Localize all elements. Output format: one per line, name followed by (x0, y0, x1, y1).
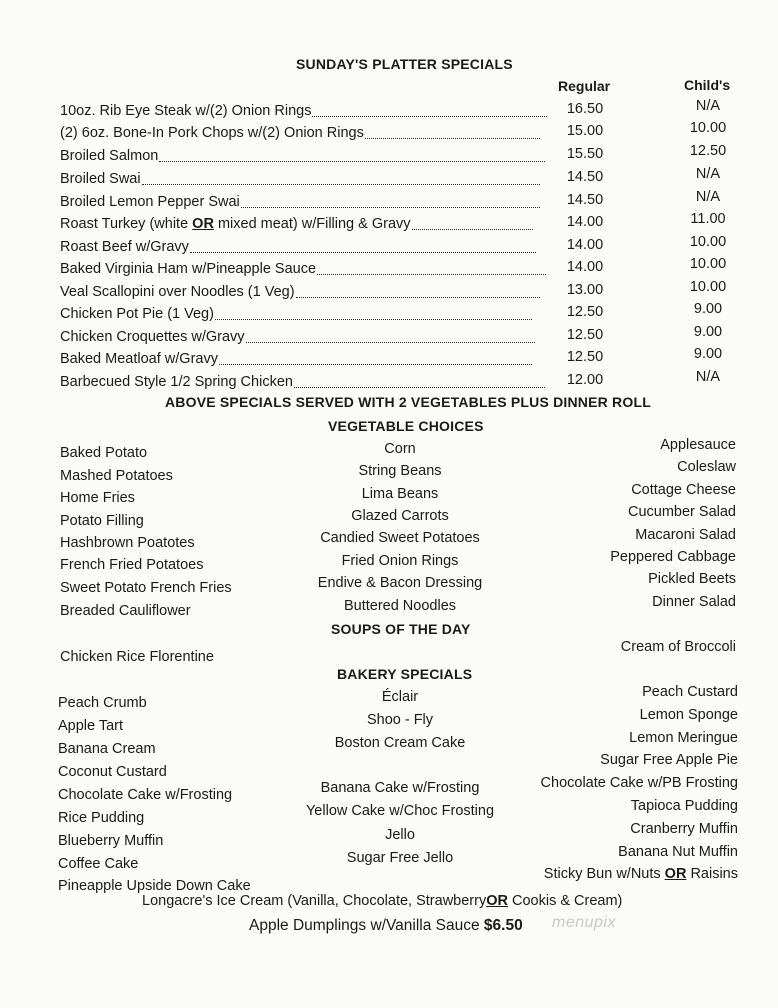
platter-name: Roast Beef w/Gravy (60, 239, 189, 255)
vegetable-item: French Fried Potatoes (60, 557, 204, 573)
platter-name: Roast Turkey (white (60, 216, 193, 232)
platter-name-or: OR (192, 216, 214, 232)
platter-price-child: N/A (695, 189, 721, 205)
page-title: SUNDAY'S PLATTER SPECIALS (296, 56, 513, 72)
vegetable-item: Macaroni Salad (635, 527, 736, 543)
dot-leader (241, 207, 540, 208)
bakery-item: Chocolate Cake w/Frosting (58, 787, 233, 803)
platter-item (60, 171, 141, 187)
vegetable-item: Hashbrown Poatotes (60, 535, 195, 551)
platter-price-regular: 12.00 (566, 372, 604, 388)
platter-price-regular: 13.00 (566, 282, 604, 298)
vegetable-item: Home Fries (60, 490, 135, 506)
soup-right: Cream of Broccoli (620, 639, 736, 655)
vegetable-item: Sweet Potato French Fries (60, 580, 232, 596)
platter-price-regular: 16.50 (566, 101, 604, 117)
platter-item (60, 125, 364, 141)
platter-name: Veal Scallopini over Noodles (1 Veg) (60, 284, 295, 300)
platter-price-child: 10.00 (689, 256, 727, 272)
bakery-item: Boston Cream Cake (334, 735, 466, 751)
platter-price-child: 11.00 (690, 211, 726, 227)
dot-leader (294, 387, 545, 388)
bakery-item: Rice Pudding (58, 810, 145, 826)
vegetable-item: Cucumber Salad (628, 504, 736, 520)
bakery-item: Blueberry Muffin (58, 833, 164, 849)
dot-leader (312, 116, 547, 117)
platter-price-regular: 14.00 (566, 237, 604, 253)
vegetable-item: String Beans (358, 463, 442, 479)
bakery-header: BAKERY SPECIALS (337, 666, 473, 682)
soup-left: Chicken Rice Florentine (60, 649, 214, 665)
platter-item (60, 148, 158, 164)
vegetable-item: Pickled Beets (648, 571, 736, 587)
vegetable-item: Corn (384, 441, 416, 457)
platter-price-regular: 14.50 (566, 192, 604, 208)
vegetable-item: Coleslaw (677, 459, 736, 475)
bakery-item: Tapioca Pudding (630, 798, 738, 814)
dot-leader (246, 342, 535, 343)
dot-leader (412, 229, 533, 230)
watermark: menupix (552, 914, 616, 931)
platter-name: (2) 6oz. Bone-In Pork Chops w/(2) Onion Rings (60, 125, 364, 141)
dot-leader (219, 364, 532, 365)
platter-price-child: 10.00 (689, 279, 727, 295)
soups-header: SOUPS OF THE DAY (331, 621, 471, 637)
platter-price-regular: 14.00 (566, 214, 604, 230)
sticky-bun-text: Sticky Bun w/Nuts (543, 866, 665, 882)
vegetable-item: Lima Beans (361, 486, 439, 502)
served-note: ABOVE SPECIALS SERVED WITH 2 VEGETABLES PLUS DINNER ROLL (165, 394, 651, 410)
bakery-item: Lemon Meringue (629, 730, 738, 746)
vegetable-item: Peppered Cabbage (610, 549, 736, 565)
bakery-item: Shoo - Fly (366, 712, 434, 728)
platter-price-regular: 12.50 (566, 327, 604, 343)
platter-price-regular: 12.50 (566, 349, 604, 365)
sticky-bun-post: Raisins (686, 866, 738, 882)
vegetable-item: Mashed Potatoes (60, 468, 173, 484)
child-column-header: Child's (684, 77, 731, 93)
vegetable-item: Applesauce (660, 437, 736, 453)
platter-price-child: 9.00 (693, 301, 723, 317)
bakery-item: Sugar Free Jello (346, 850, 454, 866)
platter-price-child: N/A (695, 166, 721, 182)
vegetable-item: Fried Onion Rings (341, 553, 459, 569)
apple-dumplings-text: Apple Dumplings w/Vanilla Sauce (249, 917, 484, 934)
bakery-item: Pineapple Upside Down Cake (58, 878, 251, 894)
vegetable-item: Candied Sweet Potatoes (320, 530, 480, 546)
bakery-item: Sugar Free Apple Pie (600, 752, 738, 768)
platter-price-regular: 14.00 (566, 259, 604, 275)
vegetable-item: Baked Potato (60, 445, 148, 461)
platter-item (60, 329, 245, 345)
bakery-item: Coconut Custard (58, 764, 167, 780)
vegetable-item: Cottage Cheese (631, 482, 736, 498)
platter-item (60, 351, 218, 367)
platter-price-child: 10.00 (689, 234, 727, 250)
vegetable-item: Dinner Salad (652, 594, 736, 610)
dot-leader (159, 161, 545, 162)
apple-dumplings-line (249, 917, 523, 935)
vegetable-item: Breaded Cauliflower (60, 603, 191, 619)
platter-price-child: N/A (695, 98, 721, 114)
platter-price-regular: 15.00 (566, 123, 604, 139)
bakery-item: Yellow Cake w/Choc Frosting (305, 803, 495, 819)
ice-cream-or: OR (486, 893, 508, 909)
platter-item (60, 374, 293, 390)
platter-name: Barbecued Style 1/2 Spring Chicken (60, 374, 293, 390)
ice-cream-text: Longacre's Ice Cream (Vanilla, Chocolate, Strawberry (142, 893, 487, 909)
vegetable-item: Potato Filling (60, 513, 144, 529)
vegetable-choices-header: VEGETABLE CHOICES (328, 418, 484, 434)
ice-cream-post: Cookis & Cream) (507, 893, 623, 909)
platter-name: Chicken Pot Pie (1 Veg) (60, 306, 214, 322)
dot-leader (190, 252, 536, 253)
platter-name: Broiled Salmon (60, 148, 159, 164)
platter-price-regular: 14.50 (566, 169, 604, 185)
vegetable-item: Buttered Noodles (343, 598, 457, 614)
bakery-item: Cranberry Muffin (630, 821, 738, 837)
platter-name: Baked Meatloaf w/Gravy (60, 351, 218, 367)
platter-price-child: 9.00 (693, 324, 723, 340)
ice-cream-line (142, 893, 622, 909)
bakery-item: Banana Cake w/Frosting (320, 780, 480, 796)
vegetable-item: Endive & Bacon Dressing (317, 575, 483, 591)
platter-price-child: 10.00 (689, 120, 727, 136)
platter-item (60, 216, 411, 232)
platter-name-post: mixed meat) w/Filling & Gravy (213, 216, 411, 232)
bakery-item: Apple Tart (58, 718, 124, 734)
vegetable-item: Glazed Carrots (351, 508, 449, 524)
dot-leader (296, 297, 540, 298)
platter-name: Broiled Lemon Pepper Swai (60, 194, 240, 210)
bakery-item: Lemon Sponge (639, 707, 738, 723)
dot-leader (365, 138, 540, 139)
bakery-item: Éclair (381, 689, 419, 705)
bakery-item: Peach Custard (642, 684, 738, 700)
bakery-item: Chocolate Cake w/PB Frosting (540, 775, 738, 791)
bakery-item: Banana Cream (58, 741, 156, 757)
platter-price-regular: 15.50 (566, 146, 604, 162)
dot-leader (215, 319, 532, 320)
platter-name: Baked Virginia Ham w/Pineapple Sauce (60, 261, 317, 277)
platter-price-child: 9.00 (693, 346, 723, 362)
platter-price-regular: 12.50 (566, 304, 604, 320)
sticky-bun-or: OR (664, 866, 687, 882)
bakery-item: Peach Crumb (58, 695, 147, 711)
bakery-item: Banana Nut Muffin (618, 844, 738, 860)
platter-item (60, 103, 311, 119)
dot-leader (317, 274, 546, 275)
dot-leader (142, 184, 540, 185)
regular-column-header: Regular (558, 78, 611, 94)
platter-name: 10oz. Rib Eye Steak w/(2) Onion Rings (60, 103, 312, 119)
platter-name: Broiled Swai (60, 171, 141, 187)
platter-item (60, 284, 295, 300)
apple-dumplings-price: $6.50 (483, 917, 523, 934)
platter-price-child: N/A (695, 369, 721, 385)
platter-price-child: 12.50 (689, 143, 727, 159)
bakery-item: Coffee Cake (58, 856, 139, 872)
platter-item (60, 306, 214, 322)
platter-item (60, 239, 189, 255)
platter-item (60, 261, 316, 277)
sticky-bun-item (544, 866, 738, 882)
bakery-item: Jello (385, 827, 415, 843)
platter-name: Chicken Croquettes w/Gravy (60, 329, 245, 345)
platter-item (60, 194, 240, 210)
